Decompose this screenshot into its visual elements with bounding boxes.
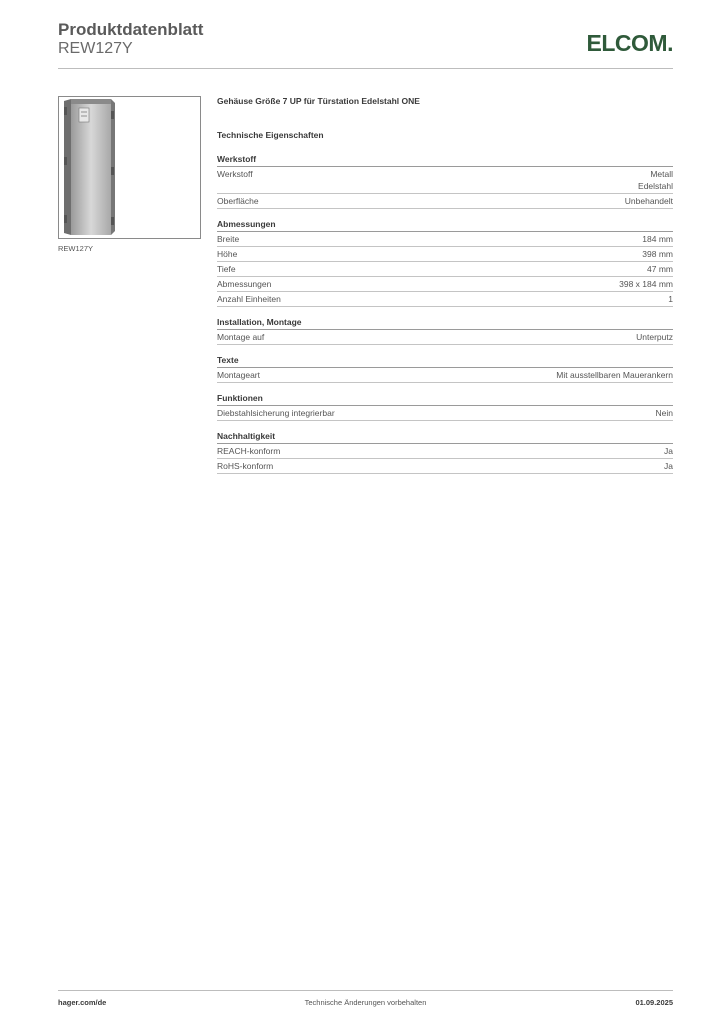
spec-label: RoHS-konform — [217, 461, 274, 471]
spec-value: 184 mm — [642, 234, 673, 244]
spec-section — [217, 430, 673, 474]
footer-disclaimer: Technische Änderungen vorbehalten — [304, 998, 427, 1007]
spec-section — [217, 354, 673, 383]
image-caption: REW127Y — [58, 244, 94, 253]
product-image — [58, 96, 201, 239]
section-title: Funktionen — [217, 392, 673, 406]
section-title: Abmessungen — [217, 218, 673, 232]
spec-value: 398 mm — [642, 249, 673, 259]
elcom-logo: ELCOM. — [586, 30, 673, 56]
spec-section — [217, 316, 673, 345]
specification-sections — [217, 153, 673, 474]
spec-label: Anzahl Einheiten — [217, 294, 281, 304]
footer-divider — [58, 990, 673, 991]
spec-value: Metall Edelstahl — [638, 169, 673, 191]
spec-row — [217, 194, 673, 209]
spec-row — [217, 459, 673, 474]
spec-row — [217, 262, 673, 277]
spec-label: Werkstoff — [217, 169, 253, 179]
spec-value: Ja — [664, 461, 673, 471]
spec-row — [217, 292, 673, 307]
article-number: REW127Y — [58, 40, 133, 57]
spec-label: Tiefe — [217, 264, 236, 274]
spec-section — [217, 153, 673, 209]
spec-row — [217, 232, 673, 247]
housing-illustration — [59, 97, 200, 238]
spec-row — [217, 167, 673, 194]
spec-row — [217, 330, 673, 345]
spec-row — [217, 368, 673, 383]
section-title: Nachhaltigkeit — [217, 430, 673, 444]
spec-row — [217, 247, 673, 262]
technical-properties-heading: Technische Eigenschaften — [217, 130, 324, 140]
spec-row — [217, 277, 673, 292]
spec-label: Montageart — [217, 370, 260, 380]
product-details — [217, 96, 673, 474]
spec-value: Unbehandelt — [624, 196, 673, 206]
spec-section — [217, 392, 673, 421]
spec-label: Abmessungen — [217, 279, 272, 289]
spec-value: Ja — [664, 446, 673, 456]
spec-value: Nein — [655, 408, 673, 418]
section-title: Texte — [217, 354, 673, 368]
spec-value: 47 mm — [647, 264, 673, 274]
footer-website: hager.com/de — [58, 998, 107, 1007]
spec-label: Höhe — [217, 249, 238, 259]
spec-label: Diebstahlsicherung integrierbar — [217, 408, 335, 418]
spec-label: Breite — [217, 234, 240, 244]
product-title: Gehäuse Größe 7 UP für Türstation Edelstahl ONE — [217, 96, 420, 106]
spec-value: Mit ausstellbaren Mauerankern — [556, 370, 673, 380]
spec-section — [217, 218, 673, 307]
header-divider — [58, 68, 673, 69]
spec-row — [217, 406, 673, 421]
spec-label: Oberfläche — [217, 196, 259, 206]
document-title: Produktdatenblatt — [58, 20, 204, 39]
spec-row — [217, 444, 673, 459]
footer-date: 01.09.2025 — [635, 998, 673, 1007]
spec-value: 1 — [668, 294, 673, 304]
section-title: Werkstoff — [217, 153, 673, 167]
section-title: Installation, Montage — [217, 316, 673, 330]
spec-value: 398 x 184 mm — [619, 279, 673, 289]
spec-label: REACH-konform — [217, 446, 281, 456]
page-header — [58, 20, 673, 58]
spec-label: Montage auf — [217, 332, 265, 342]
spec-value: Unterputz — [636, 332, 673, 342]
